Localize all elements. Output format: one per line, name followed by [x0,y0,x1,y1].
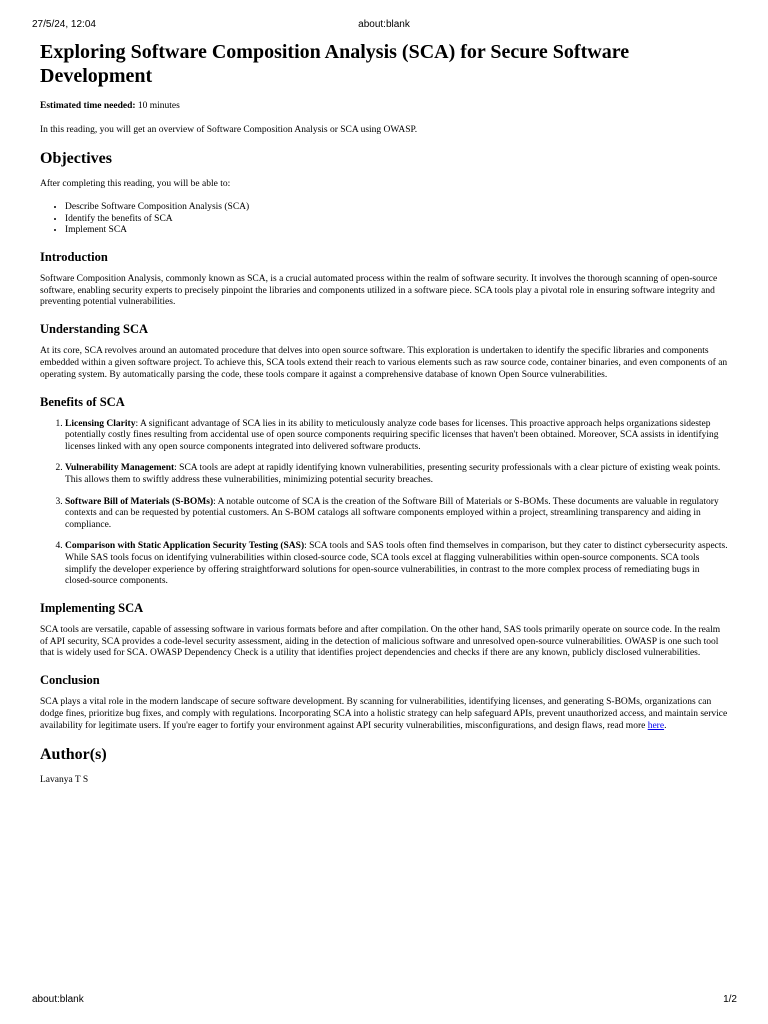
estimated-time [40,101,728,113]
print-footer [0,994,768,1008]
benefit-term: Software Bill of Materials (S-BOMs) [65,496,214,507]
benefit-text: : SCA tools and SAS tools often find themselves in comparison, but they cater to distinct cybersecurity aspects. While SAS tools focus on identifying vulnerabilities within closed-source code, SCA tools excel at flagging vulnerabilities within open-source components. SCA tools simplify the developer experience by offering straightforward solutions for open-source vulnerabilities, in contrast to the more complex process of remediating bugs in closed-source components. [65,541,728,587]
conclusion-paragraph [40,697,728,732]
list-item: • Describe Software Composition Analysis (SCA) [65,202,728,214]
estimated-time-value: 10 minutes [135,101,180,111]
intro-line: In this reading, you will get an overview of Software Composition Analysis or SCA using OWASP. [40,124,418,135]
conclusion-period: . [664,720,667,731]
benefit-term: Vulnerability Management [65,463,175,474]
print-datetime: 27/5/24, 12:04 [32,19,96,30]
objectives-lead: After completing this reading, you will be able to: [40,178,231,189]
conclusion-heading: Conclusion [40,673,100,688]
implementing-heading: Implementing SCA [40,600,144,615]
estimated-time-label: Estimated time needed: [40,101,136,111]
benefit-text: : A significant advantage of SCA lies in its ability to meticulously analyze code bases for licenses. This proactive approach helps organizations sidestep potentially costly fines resulting from accidental use of open source components requiring specific licenses that haven't been obtained. Moreover, SCA assists in identifying licenses linked with any open source components integrated into delivered software products. [65,418,719,452]
benefit-text: : A notable outcome of SCA is the creation of the Software Bill of Materials or S-BOMs. These documents are valuable in regulatory contexts and can be requested by potential customers. An S-BOM catalogs all software components employed within a project, streamlining transparency and aiding in compliance. [65,496,719,530]
implementing-text: SCA tools are versatile, capable of assessing software in various formats before and after compilation. On the other hand, SAS tools primarily operate on source code. In the realm of API security, SCA provides a code-level security assessment, aiding in the detection of malicious software and unresolved open-source vulnerabilities. OWASP is one such tool that is widely used for SCA. OWASP Dependency Check is a utility that identifies project dependencies and checks if there are any known, publicly disclosed vulnerabilities. [40,624,721,659]
page-title: Exploring Software Composition Analysis (SCA) for Secure Software Development [40,41,630,87]
benefits-heading: Benefits of SCA [40,394,125,409]
author-name: Lavanya T S [40,774,89,785]
objectives-heading: Objectives [40,149,112,167]
list-item: • Identify the benefits of SCA [65,214,728,226]
benefit-term: Licensing Clarity [65,418,136,429]
introduction-text: Software Composition Analysis, commonly known as SCA, is a crucial automated process within the realm of software security. It involves the thorough scanning of open-source software, enabling security experts to precisely pinpoint the libraries and components utilized in a software piece. SCA tools play a pivotal role in ensuring software integrity and preventing potential vulnerabilities. [40,273,718,308]
benefit-item [65,463,728,486]
objectives-list [40,202,728,237]
conclusion-text: SCA plays a vital role in the modern landscape of secure software development. By scanning for vulnerabilities, identifying licenses, and generating S-BOMs, organizations can dodge fines, prioritize bug fixes, and comply with regulations. Incorporating SCA into a holistic strategy can help safeguard APIs, prevent unauthorized access, and maintain service availability for legitimate users. If you're eager to fortify your environment against API security vulnerabilities, misconfigurations, and design flaws, read more [40,697,728,731]
print-header [0,19,768,33]
benefit-item [65,541,728,587]
benefit-term: Comparison with Static Application Security Testing (SAS) [65,541,305,552]
benefit-item [65,497,728,532]
print-url: about:blank [358,19,410,30]
benefits-list [40,419,728,588]
footer-url: about:blank [32,994,84,1005]
understanding-heading: Understanding SCA [40,322,149,337]
introduction-heading: Introduction [40,249,108,264]
understanding-text: At its core, SCA revolves around an automated procedure that delves into open source software. This exploration is undertaken to identify the specific libraries and components embedded within a given software project. To achieve this, SCA tools extend their reach to various elements such as raw source code, container binaries, and even components of an operating system. By automatically parsing the code, these tools compare it against a comprehensive database of known Open Source vulnerabilities. [40,346,728,380]
read-more-link[interactable]: here [647,720,665,731]
authors-heading: Author(s) [40,745,107,763]
page-number: 1/2 [723,994,737,1005]
benefit-text: : SCA tools are adept at rapidly identifying known vulnerabilities, presenting security professionals with a clear picture of existing weak points. This allows them to swiftly address these vulnerabilities, minimizing potential security breaches. [65,463,721,486]
benefit-item [65,419,728,454]
document-body [40,40,728,798]
list-item: • Implement SCA [65,225,728,237]
